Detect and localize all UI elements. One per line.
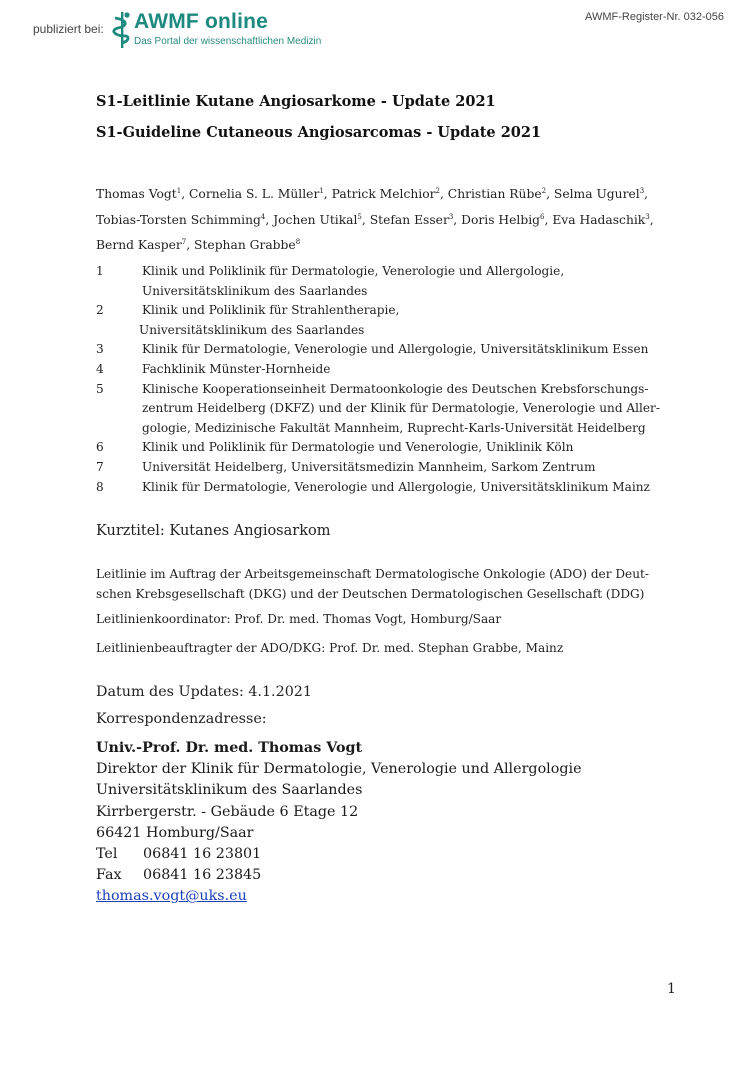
author: Patrick Melchior$^2$, — [331, 187, 448, 201]
affiliation-text: Klinische Kooperationseinheit Dermatoonkologie des Deutschen Krebsforschungs- — [142, 381, 649, 396]
affiliation-text: zentrum Heidelberg (DKFZ) und der Klinik für Dermatologie, Venerologie und Aller- — [142, 401, 660, 416]
coordinator: Leitlinienkoordinator: Prof. Dr. med. Thomas Vogt, Homburg/Saar — [96, 612, 502, 626]
affiliation-text: Klinik und Poliklinik für Strahlentherapie, — [142, 303, 400, 318]
author: Thomas Vogt$^1$, — [96, 187, 190, 201]
affiliation-item — [96, 478, 686, 498]
affiliation-text: Fachklinik Münster-Hornheide — [142, 361, 331, 376]
short-title: Kurztitel: Kutanes Angiosarkom — [96, 523, 331, 539]
logo-subtitle: Das Portal der wissenschaftlichen Medizin — [134, 36, 322, 47]
affiliation-item — [96, 458, 686, 478]
author: Bernd Kasper$^7$, — [96, 238, 195, 252]
correspondence-label: Korrespondenzadresse: — [96, 711, 267, 727]
affiliation-text: gologie, Medizinische Fakultät Mannheim, Ruprecht-Karls-Universität Heidelberg — [142, 420, 646, 435]
affiliation-text: Universität Heidelberg, Universitätsmedizin Mannheim, Sarkom Zentrum — [142, 459, 596, 474]
author: Tobias-Torsten Schimming$^4$, — [96, 212, 274, 227]
commission-statement: Leitlinie im Auftrag der Arbeitsgemeinschaft Dermatologische Onkologie (ADO) der Deut- schen Krebsgesellschaft (DKG) und der Deutschen Dermatologischen Gesellschaft (DDG) — [96, 567, 649, 601]
caduceus-icon — [112, 10, 132, 50]
author: Stephan Grabbe$^8$ — [194, 238, 301, 252]
author: Christian Rübe$^2$, — [447, 187, 554, 201]
author: Doris Helbig$^6$, — [461, 212, 553, 227]
email-link[interactable]: thomas.vogt@uks.eu — [96, 888, 247, 905]
address-line: 66421 Homburg/Saar — [96, 824, 254, 841]
commissioner: Leitlinienbeauftragter der ADO/DKG: Prof. Dr. med. Stephan Grabbe, Mainz — [96, 641, 564, 655]
phone-label: Tel — [96, 846, 118, 863]
affiliation-number: 1 — [96, 264, 104, 278]
fax-label: Fax — [96, 867, 122, 884]
affiliation-text: Klinik für Dermatologie, Venerologie und Allergologie, Universitätsklinikum Mainz — [142, 479, 650, 494]
contact-name: Univ.-Prof. Dr. med. Thomas Vogt — [96, 740, 363, 756]
author: Cornelia S. L. Müller$^1$, — [189, 187, 332, 201]
affiliation-number: 8 — [96, 479, 104, 494]
affiliation-number: 3 — [96, 342, 104, 357]
register-number: AWMF-Register-Nr. 032-056 — [585, 11, 724, 23]
update-date: Datum des Updates: 4.1.2021 — [96, 684, 312, 700]
logo-title: AWMF online — [134, 10, 269, 33]
title-english: S1-Guideline Cutaneous Angiosarcomas - Update 2021 — [96, 124, 542, 141]
affiliation-item — [96, 360, 686, 380]
affiliation-number: 2 — [96, 303, 104, 318]
affiliation-item — [96, 301, 686, 340]
affiliation-item — [96, 262, 686, 301]
title-german: S1-Leitlinie Kutane Angiosarkome - Update 2021 — [96, 93, 496, 110]
affiliation-number: 6 — [96, 440, 104, 455]
author: Eva Hadaschik$^3$, — [552, 212, 654, 227]
author: Selma Ugurel$^3$, — [553, 187, 649, 201]
affiliation-text: Universitätsklinikum des Saarlandes — [139, 322, 365, 337]
address-line: Kirrbergerstr. - Gebäude 6 Etage 12 — [96, 803, 359, 820]
phone-number: 06841 16 23801 — [143, 846, 262, 863]
affiliation-text: Klinik und Poliklinik für Dermatologie und Venerologie, Uniklinik Köln — [142, 440, 574, 455]
author: Stefan Esser$^3$, — [369, 212, 462, 227]
affiliation-number: 7 — [96, 459, 104, 474]
affiliation-item — [96, 340, 686, 360]
phone-row — [96, 844, 582, 865]
published-by-label: publiziert bei: — [33, 22, 104, 36]
fax-number: 06841 16 23845 — [143, 867, 262, 884]
affiliation-number: 4 — [96, 361, 104, 376]
author-list — [96, 180, 686, 257]
affiliation-item — [96, 438, 686, 458]
author: Jochen Utikal$^5$, — [273, 212, 370, 227]
page-number: 1 — [667, 981, 676, 997]
affiliation-list — [96, 262, 686, 497]
affiliation-text: Klinik für Dermatologie, Venerologie und Allergologie, Universitätsklinikum Essen — [142, 342, 649, 357]
affiliation-number: 5 — [96, 381, 104, 396]
affiliation-text: Klinik und Poliklinik für Dermatologie, Venerologie und Allergologie, — [142, 264, 565, 278]
fax-row — [96, 865, 582, 886]
correspondence-address — [96, 738, 582, 908]
affiliation-text: Universitätsklinikum des Saarlandes — [142, 283, 368, 298]
affiliation-item — [96, 380, 686, 439]
address-line: Universitätsklinikum des Saarlandes — [96, 782, 363, 799]
address-line: Direktor der Klinik für Dermatologie, Venerologie und Allergologie — [96, 761, 582, 778]
awmf-logo[interactable] — [112, 10, 332, 50]
